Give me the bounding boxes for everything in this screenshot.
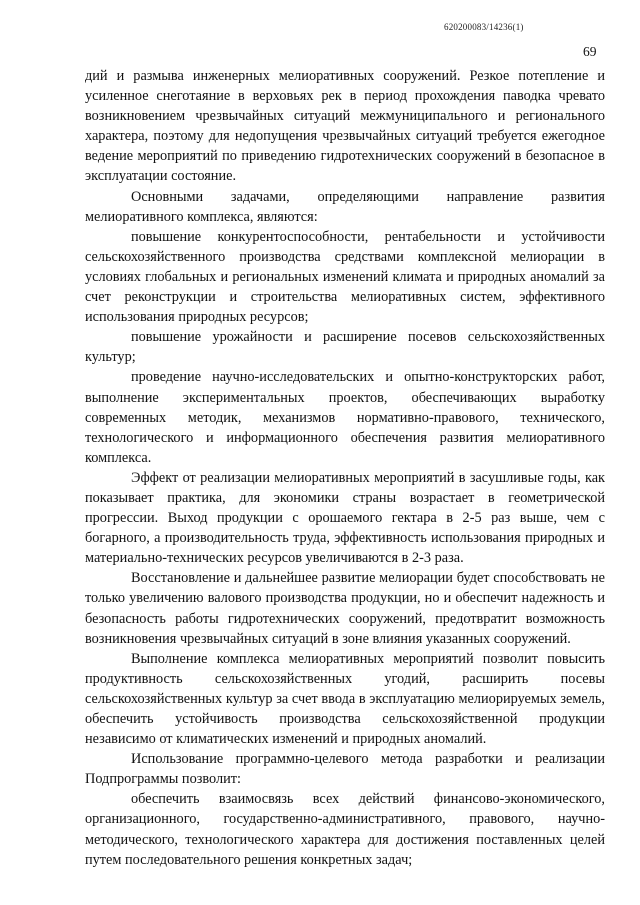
paragraph-task-competitiveness: повышение конкурентоспособности, рентабельности и устойчивости сельскохозяйственного производства средствами комплексной мелиорации в условиях глобальных и региональных изменений климата и природных аномалий за счет реконструкции и строительства мелиоративных систем, эффективного использования природных ресурсов; (85, 228, 605, 326)
paragraph-task-research: проведение научно-исследовательских и опытно-конструкторских работ, выполнение экспериментальных проектов, обеспечивающих выработку современных методик, механизмов нормативно-правового, технического, технологического и информационного обеспечения развития мелиоративного комплекса. (85, 369, 605, 466)
paragraph-task-yield: повышение урожайности и расширение посевов сельскохозяйственных культур; (85, 329, 605, 366)
document-id: 620200083/14236(1) (444, 22, 524, 32)
paragraph-complex-measures: Выполнение комплекса мелиоративных мероприятий позволит повысить продуктивность сельскохозяйственных угодий, расширить посевы сельскохозяйственных культур за счет ввода в эксплуатацию мелиорируемых земель, обеспечить устойчивость производства сельскохозяйственной продукции независимо от климатических изменений и природных аномалий. (85, 650, 605, 748)
paragraph-restoration: Восстановление и дальнейшее развитие мелиорации будет способствовать не только увеличению валового производства продукции, но и обеспечит надежность и безопасность работы гидротехнических сооружений, предотвратит возможность возникновения чрезвычайных ситуаций в зоне влияния указанных сооружений. (85, 570, 605, 647)
page-number: 69 (583, 44, 597, 59)
paragraph-tasks-intro: Основными задачами, определяющими направление развития мелиоративного комплекса, являются: (85, 188, 605, 225)
paragraph-program-method: Использование программно-целевого метода разработки и реализации Подпрограммы позволит: (85, 751, 605, 788)
body-text (85, 66, 605, 870)
paragraph-interconnection: обеспечить взаимосвязь всех действий финансово-экономического, организационного, государственно-административного, правового, научно-методического, технологического характера для достижения поставленных целей путем последовательного решения конкретных задач; (85, 791, 605, 868)
paragraph-continuation: дий и размыва инженерных мелиоративных сооружений. Резкое потепление и усиленное снеготаяние в верховьях рек в период прохождения паводка чревато возникновением чрезвычайных ситуаций межмуниципального и регионального характера, поэтому для недопущения чрезвычайных ситуаций требуется ежегодное ведение мероприятий по приведению гидротехнических сооружений в безопасное в эксплуатации состояние. (85, 68, 605, 185)
paragraph-effect: Эффект от реализации мелиоративных мероприятий в засушливые годы, как показывает практика, для экономики страны возрастает в геометрической прогрессии. Выход продукции с орошаемого гектара в 2-5 раз выше, чем с богарного, а производительность труда, эффективность использования природных и материально-технических ресурсов увеличиваются в 2-3 раза. (85, 469, 605, 567)
